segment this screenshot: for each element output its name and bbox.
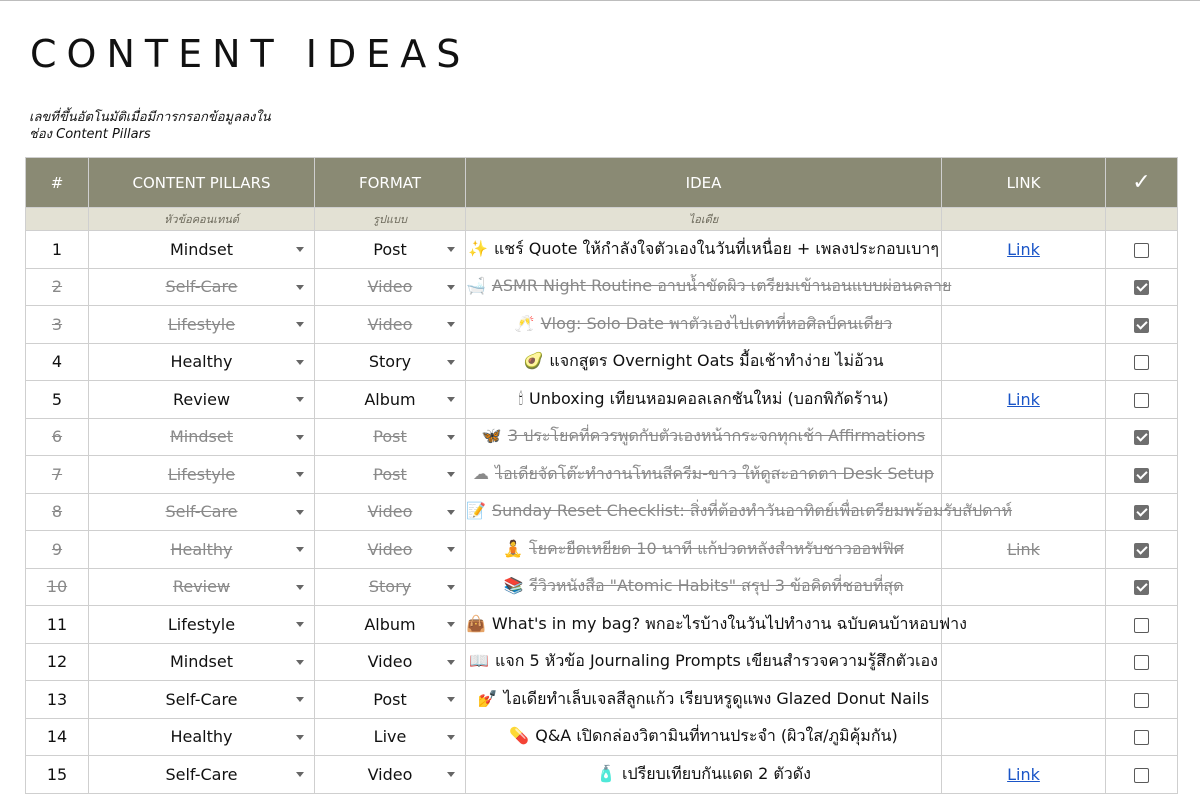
row-number: 11 <box>26 606 89 644</box>
idea-emoji-icon: 🥂 <box>514 313 535 333</box>
format-dropdown[interactable] <box>315 718 466 756</box>
auto-number-note <box>29 109 271 143</box>
dropdown-arrow-icon[interactable] <box>447 547 455 552</box>
content-pillar-dropdown[interactable] <box>89 418 315 456</box>
header-content-pillars: CONTENT PILLARS <box>89 158 315 208</box>
idea-cell[interactable] <box>466 493 1013 531</box>
format-value: Live <box>373 727 407 747</box>
format-dropdown[interactable] <box>315 306 466 344</box>
header-num: # <box>26 158 89 208</box>
dropdown-arrow-icon[interactable] <box>296 547 304 552</box>
page-title: CONTENT IDEAS <box>30 32 471 76</box>
idea-emoji-icon: 📚 <box>503 576 524 596</box>
idea-emoji-icon: 🧘 <box>503 538 524 558</box>
format-value: Video <box>367 502 413 522</box>
content-pillar-dropdown[interactable] <box>89 568 315 606</box>
done-cell[interactable] <box>1106 718 1178 756</box>
idea-cell[interactable] <box>466 343 942 381</box>
header-format: FORMAT <box>315 158 466 208</box>
header-row <box>26 158 1178 208</box>
idea-link[interactable]: Link <box>1007 389 1040 409</box>
done-checkbox[interactable] <box>1134 430 1149 445</box>
dropdown-arrow-icon[interactable] <box>296 510 304 515</box>
idea-emoji-icon: 📖 <box>469 651 490 671</box>
dropdown-arrow-icon[interactable] <box>447 472 455 477</box>
done-checkbox[interactable] <box>1134 655 1149 670</box>
row-number: 14 <box>26 718 89 756</box>
dropdown-arrow-icon[interactable] <box>296 772 304 777</box>
done-cell[interactable] <box>1106 456 1178 494</box>
format-dropdown[interactable] <box>315 756 466 794</box>
format-dropdown[interactable] <box>315 606 466 644</box>
dropdown-arrow-icon[interactable] <box>447 510 455 515</box>
done-checkbox[interactable] <box>1134 355 1149 370</box>
link-cell[interactable] <box>942 756 1106 794</box>
format-dropdown[interactable] <box>315 268 466 306</box>
row-number: 7 <box>26 456 89 494</box>
idea-cell[interactable] <box>466 381 942 419</box>
format-dropdown[interactable] <box>315 681 466 719</box>
dropdown-arrow-icon[interactable] <box>296 322 304 327</box>
content-ideas-table <box>25 157 1178 794</box>
content-pillar-value: Lifestyle <box>167 614 236 634</box>
format-dropdown[interactable] <box>315 568 466 606</box>
row-number: 10 <box>26 568 89 606</box>
content-pillar-dropdown[interactable] <box>89 343 315 381</box>
dropdown-arrow-icon[interactable] <box>296 660 304 665</box>
done-cell[interactable] <box>1106 306 1178 344</box>
done-checkbox[interactable] <box>1134 468 1149 483</box>
content-pillar-value: Self-Care <box>165 502 238 522</box>
format-value: Post <box>373 464 407 484</box>
format-dropdown[interactable] <box>315 381 466 419</box>
dropdown-arrow-icon[interactable] <box>447 697 455 702</box>
idea-emoji-icon: 🧴 <box>596 763 616 783</box>
content-pillar-value: Self-Care <box>165 689 238 709</box>
format-dropdown[interactable] <box>315 456 466 494</box>
done-checkbox[interactable] <box>1134 243 1149 258</box>
table-row <box>26 306 1178 344</box>
idea-cell[interactable] <box>466 606 967 644</box>
idea-cell[interactable] <box>466 681 942 719</box>
dropdown-arrow-icon[interactable] <box>296 472 304 477</box>
content-pillar-value: Healthy <box>170 727 233 747</box>
link-cell[interactable] <box>942 643 1106 681</box>
format-value: Post <box>373 427 407 447</box>
link-cell[interactable] <box>942 306 1106 344</box>
format-dropdown[interactable] <box>315 231 466 269</box>
dropdown-arrow-icon[interactable] <box>296 360 304 365</box>
format-value: Album <box>364 614 416 634</box>
idea-text: แจกสูตร Overnight Oats มื้อเช้าทำง่าย ไม่อ้วน <box>549 351 884 371</box>
subheader-idea: ไอเดีย <box>466 208 942 231</box>
dropdown-arrow-icon[interactable] <box>447 247 455 252</box>
idea-cell[interactable] <box>466 756 942 794</box>
idea-text: รีวิวหนังสือ "Atomic Habits" สรุป 3 ข้อคิดที่ชอบที่สุด <box>529 576 904 596</box>
header-idea: IDEA <box>466 158 942 208</box>
row-number: 13 <box>26 681 89 719</box>
content-pillar-dropdown[interactable] <box>89 718 315 756</box>
row-number: 3 <box>26 306 89 344</box>
idea-emoji-icon: ☁ <box>473 463 490 483</box>
format-value: Video <box>367 277 413 297</box>
done-checkbox[interactable] <box>1134 618 1149 633</box>
content-pillar-dropdown[interactable] <box>89 606 315 644</box>
done-cell[interactable] <box>1106 493 1178 531</box>
content-pillar-dropdown[interactable] <box>89 456 315 494</box>
dropdown-arrow-icon[interactable] <box>296 622 304 627</box>
table-row <box>26 231 1178 269</box>
idea-text: ASMR Night Routine อาบน้ำขัดผิว เตรียมเข้านอนแบบผ่อนคลาย <box>491 276 952 296</box>
idea-text: Q&A เปิดกล่องวิตามินที่ทานประจำ (ผิวใส/ภูมิคุ้มกัน) <box>535 726 898 746</box>
idea-text: ไอเดียทำเล็บเจลสีลูกแก้ว เรียบหรูดูแพง Glazed Donut Nails <box>503 688 930 708</box>
link-cell[interactable] <box>942 381 1106 419</box>
idea-emoji-icon: 📝 <box>466 501 486 521</box>
idea-cell[interactable] <box>466 306 942 344</box>
idea-emoji-icon: 💅 <box>477 688 498 708</box>
dropdown-arrow-icon[interactable] <box>447 735 455 740</box>
table-row <box>26 756 1178 794</box>
row-number: 12 <box>26 643 89 681</box>
done-cell[interactable] <box>1106 381 1178 419</box>
table-row <box>26 531 1178 569</box>
link-cell[interactable] <box>942 231 1106 269</box>
done-cell[interactable] <box>1106 756 1178 794</box>
done-checkbox[interactable] <box>1134 543 1149 558</box>
row-number: 5 <box>26 381 89 419</box>
content-pillar-value: Healthy <box>170 352 233 372</box>
format-value: Post <box>373 689 407 709</box>
header-check <box>1106 158 1178 208</box>
row-number: 4 <box>26 343 89 381</box>
content-pillar-dropdown[interactable] <box>89 756 315 794</box>
content-pillar-value: Healthy <box>170 539 233 559</box>
done-checkbox[interactable] <box>1134 318 1149 333</box>
idea-cell[interactable] <box>466 231 942 269</box>
link-cell[interactable] <box>942 568 1106 606</box>
content-pillar-dropdown[interactable] <box>89 381 315 419</box>
link-cell[interactable] <box>942 343 1106 381</box>
idea-emoji-icon: ✨ <box>468 238 488 258</box>
subheader-format: รูปแบบ <box>315 208 466 231</box>
done-cell[interactable] <box>1106 643 1178 681</box>
format-dropdown[interactable] <box>315 531 466 569</box>
table-row <box>26 568 1178 606</box>
dropdown-arrow-icon[interactable] <box>296 585 304 590</box>
format-value: Video <box>367 314 413 334</box>
idea-emoji-icon: 👜 <box>466 613 486 633</box>
done-checkbox[interactable] <box>1134 693 1149 708</box>
dropdown-arrow-icon[interactable] <box>447 622 455 627</box>
idea-cell[interactable] <box>466 718 942 756</box>
row-number: 1 <box>26 231 89 269</box>
content-pillar-value: Mindset <box>170 652 233 672</box>
content-pillar-value: Mindset <box>170 427 233 447</box>
dropdown-arrow-icon[interactable] <box>447 285 455 290</box>
dropdown-arrow-icon[interactable] <box>296 285 304 290</box>
content-pillar-dropdown[interactable] <box>89 643 315 681</box>
idea-emoji-icon: 🛁 <box>466 276 486 296</box>
dropdown-arrow-icon[interactable] <box>296 247 304 252</box>
dropdown-arrow-icon[interactable] <box>447 585 455 590</box>
done-cell[interactable] <box>1106 343 1178 381</box>
dropdown-arrow-icon[interactable] <box>447 322 455 327</box>
dropdown-arrow-icon[interactable] <box>447 360 455 365</box>
link-cell[interactable] <box>942 718 1106 756</box>
idea-link[interactable]: Link <box>1007 764 1040 784</box>
idea-cell[interactable] <box>466 418 942 456</box>
idea-text: ไอเดียจัดโต๊ะทำงานโทนสีครีม-ขาว ให้ดูสะอาดตา Desk Setup <box>495 463 934 483</box>
idea-emoji-icon: 🥑 <box>523 351 544 371</box>
done-checkbox[interactable] <box>1134 505 1149 520</box>
subheader-check <box>1106 208 1178 231</box>
done-checkbox[interactable] <box>1134 393 1149 408</box>
idea-text: Vlog: Solo Date พาตัวเองไปเดทที่หอศิลป์คนเดียว <box>540 313 893 333</box>
dropdown-arrow-icon[interactable] <box>296 435 304 440</box>
format-value: Album <box>364 389 416 409</box>
idea-text: Sunday Reset Checklist: สิ่งที่ต้องทำวันอาทิตย์เพื่อเตรียมพร้อมรับสัปดาห์ <box>491 501 1013 521</box>
done-cell[interactable] <box>1106 268 1178 306</box>
note-line-2: ช่อง Content Pillars <box>29 127 151 142</box>
done-checkbox[interactable] <box>1134 280 1149 295</box>
row-number: 8 <box>26 493 89 531</box>
table-row <box>26 681 1178 719</box>
dropdown-arrow-icon[interactable] <box>447 772 455 777</box>
done-cell[interactable] <box>1106 231 1178 269</box>
dropdown-arrow-icon[interactable] <box>296 735 304 740</box>
format-dropdown[interactable] <box>315 493 466 531</box>
link-cell[interactable] <box>942 531 1106 569</box>
table-row <box>26 493 1178 531</box>
format-value: Video <box>367 652 413 672</box>
content-pillar-value: Mindset <box>170 239 233 259</box>
content-pillar-value: Lifestyle <box>167 464 236 484</box>
subheader-pillars: หัวข้อคอนเทนต์ <box>89 208 315 231</box>
content-pillar-dropdown[interactable] <box>89 531 315 569</box>
subheader-num <box>26 208 89 231</box>
header-link: LINK <box>942 158 1106 208</box>
idea-text: แจก 5 หัวข้อ Journaling Prompts เขียนสำรวจความรู้สึกตัวเอง <box>495 651 938 671</box>
idea-emoji-icon: 🦋 <box>481 426 502 446</box>
row-number: 9 <box>26 531 89 569</box>
link-cell[interactable] <box>942 418 1106 456</box>
done-cell[interactable] <box>1106 568 1178 606</box>
link-cell[interactable] <box>942 456 1106 494</box>
format-value: Story <box>368 577 412 597</box>
table-row <box>26 718 1178 756</box>
idea-text: What's in my bag? พกอะไรบ้างในวันไปทำงาน ฉบับคนบ้าหอบฟาง <box>491 613 967 633</box>
content-pillar-value: Self-Care <box>165 277 238 297</box>
top-border <box>0 0 1200 1</box>
table-row <box>26 268 1178 306</box>
idea-cell[interactable] <box>466 268 952 306</box>
link-cell[interactable] <box>942 268 1106 306</box>
dropdown-arrow-icon[interactable] <box>447 397 455 402</box>
dropdown-arrow-icon[interactable] <box>296 697 304 702</box>
idea-cell[interactable] <box>466 568 942 606</box>
idea-link[interactable]: Link <box>1007 539 1040 559</box>
table-row <box>26 643 1178 681</box>
idea-emoji-icon: 💊 <box>509 726 530 746</box>
content-pillar-dropdown[interactable] <box>89 493 315 531</box>
content-pillar-value: Lifestyle <box>167 314 236 334</box>
checkmark-icon: ✓ <box>1132 170 1151 195</box>
content-pillar-dropdown[interactable] <box>89 306 315 344</box>
done-cell[interactable] <box>1106 606 1178 644</box>
format-value: Story <box>368 352 412 372</box>
format-dropdown[interactable] <box>315 418 466 456</box>
table-row <box>26 343 1178 381</box>
table-row <box>26 456 1178 494</box>
table-row <box>26 381 1178 419</box>
idea-emoji-icon: 🕯 <box>518 388 523 408</box>
done-cell[interactable] <box>1106 531 1178 569</box>
idea-cell[interactable] <box>466 531 942 569</box>
done-checkbox[interactable] <box>1134 580 1149 595</box>
format-value: Video <box>367 764 413 784</box>
table-body <box>26 231 1178 794</box>
content-pillar-value: Self-Care <box>165 764 238 784</box>
content-pillar-value: Review <box>172 389 231 409</box>
idea-text: Unboxing เทียนหอมคอลเลกชันใหม่ (บอกพิกัดร้าน) <box>528 388 889 408</box>
done-cell[interactable] <box>1106 418 1178 456</box>
row-number: 15 <box>26 756 89 794</box>
content-pillar-value: Review <box>172 577 231 597</box>
content-pillar-dropdown[interactable] <box>89 681 315 719</box>
link-cell[interactable] <box>942 681 1106 719</box>
row-number: 6 <box>26 418 89 456</box>
idea-text: โยคะยืดเหยียด 10 นาที แก้ปวดหลังสำหรับชาวออฟฟิศ <box>529 538 904 558</box>
content-pillar-dropdown[interactable] <box>89 231 315 269</box>
idea-link[interactable]: Link <box>1007 239 1040 259</box>
format-value: Post <box>373 239 407 259</box>
done-checkbox[interactable] <box>1134 768 1149 783</box>
row-number: 2 <box>26 268 89 306</box>
table-row <box>26 418 1178 456</box>
done-cell[interactable] <box>1106 681 1178 719</box>
dropdown-arrow-icon[interactable] <box>296 397 304 402</box>
format-dropdown[interactable] <box>315 643 466 681</box>
note-line-1: เลขที่ขึ้นอัตโนมัติเมื่อมีการกรอกข้อมูลลงใน <box>29 110 271 125</box>
dropdown-arrow-icon[interactable] <box>447 660 455 665</box>
idea-text: เปรียบเทียบกันแดด 2 ตัวดัง <box>621 763 811 783</box>
subheader-row <box>26 208 1178 231</box>
idea-text: แชร์ Quote ให้กำลังใจตัวเองในวันที่เหนื่อย + เพลงประกอบเบาๆ <box>493 238 939 258</box>
dropdown-arrow-icon[interactable] <box>447 435 455 440</box>
idea-cell[interactable] <box>466 456 942 494</box>
content-pillar-dropdown[interactable] <box>89 268 315 306</box>
done-checkbox[interactable] <box>1134 730 1149 745</box>
idea-text: 3 ประโยคที่ควรพูดกับตัวเองหน้ากระจกทุกเช้า Affirmations <box>507 426 926 446</box>
idea-cell[interactable] <box>466 643 942 681</box>
format-value: Video <box>367 539 413 559</box>
format-dropdown[interactable] <box>315 343 466 381</box>
table-row <box>26 606 1178 644</box>
subheader-link <box>942 208 1106 231</box>
